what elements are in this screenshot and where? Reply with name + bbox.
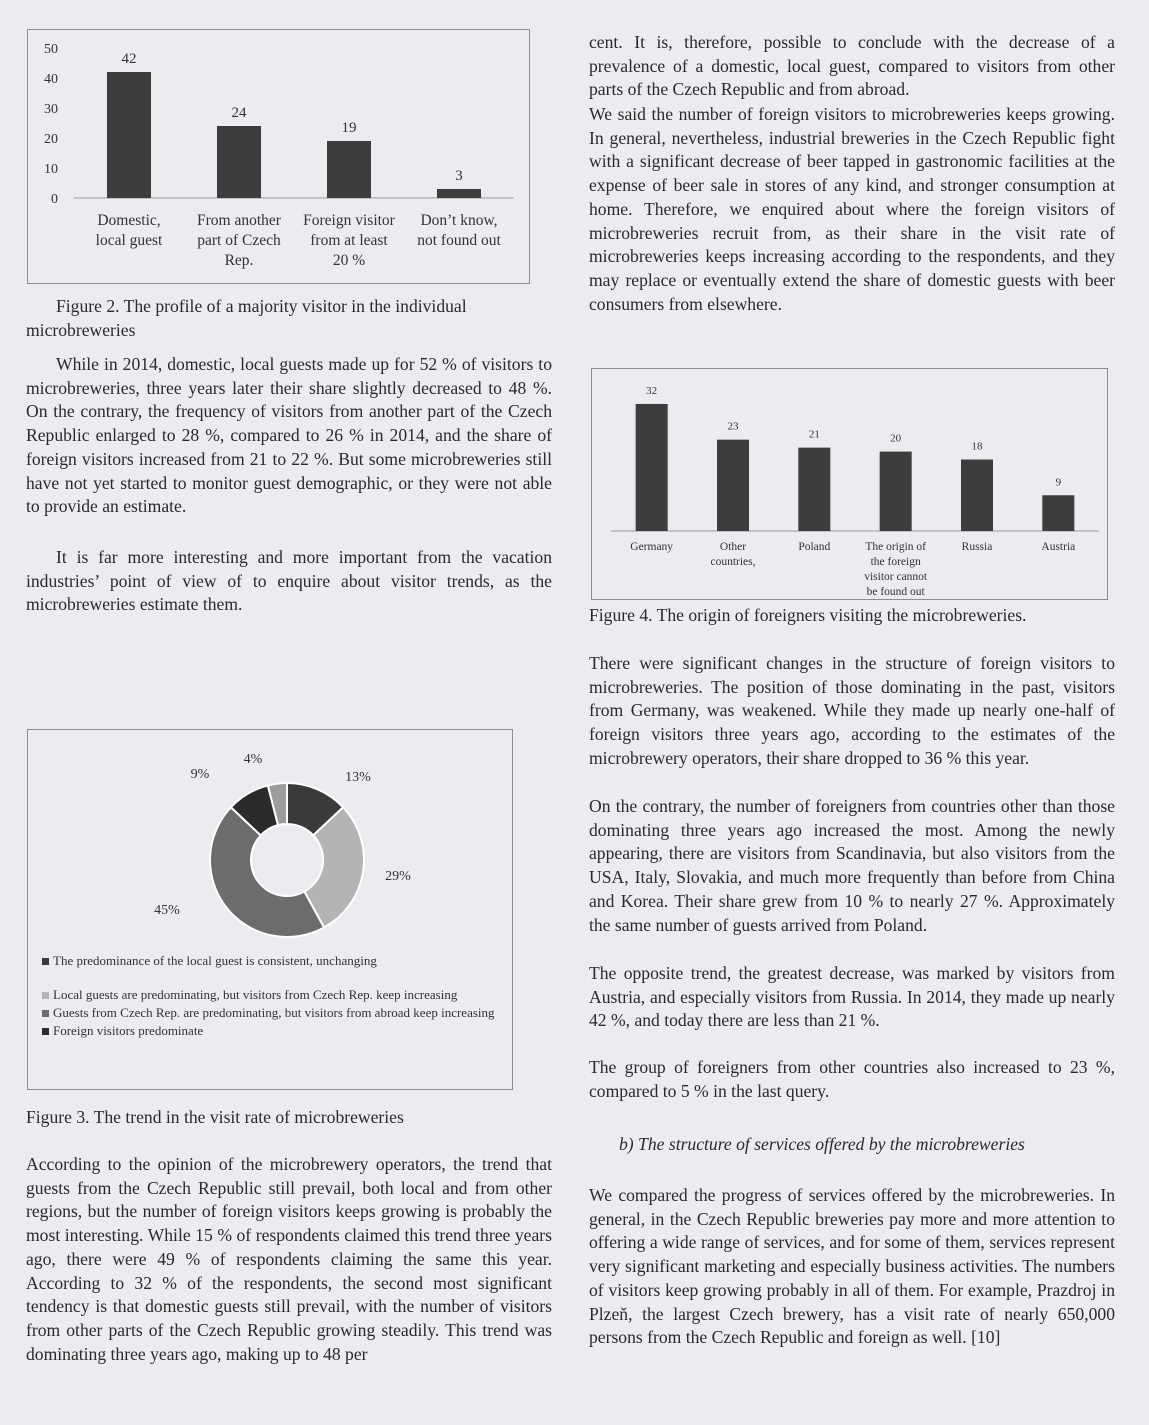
figure3-caption: Figure 3. The trend in the visit rate of microbreweries [26,1107,404,1127]
right-paragraph-4: On the contrary, the number of foreigners from countries other than those dominating three years ago increased the most. Among the newly appearing, there are visitors from Scandinavia, but also visitors from the USA, Italy, Slovakia, and much more frequently than before from China and Korea. Their share grew from 10 % to nearly 27 %. Approximately the same number of guests arrived from Poland. [589,796,1115,935]
y-tick-label: 20 [44,132,58,147]
bar-4 [961,460,993,531]
x-category-label: from at least [310,232,388,249]
bar-2 [327,141,371,198]
x-category-label: Russia [961,541,993,553]
x-category-label: Domestic, [97,212,161,229]
x-category-label: 20 % [332,252,366,269]
right-paragraph-2: We said the number of foreign visitors to microbreweries keeps growing. In general, nevertheless, industrial breweries in the Czech Republic fight with a significant decrease of beer tapped in gastronomic facilities at the expense of beer sale in stores of any kind, and stronger consumption at home. Therefore, we enquired about where the foreign visitors of microbreweries recruit from, as their share in the visit rate of microbreweries keeps increasing according to the respondents, and they may replace or eventually extend the share of domestic guests with beer consumers from elsewhere. [589,104,1115,314]
bar-1 [717,440,749,531]
legend-label: The predominance of the local guest is consistent, unchanging [53,953,377,968]
bar-value-label: 21 [808,428,820,441]
legend-item [42,1023,512,1039]
figure4-caption: Figure 4. The origin of foreigners visiting the microbreweries. [589,605,1027,625]
slice-value-label: 45% [154,903,180,918]
bar-value-label: 23 [727,420,739,433]
x-category-label: Poland [798,541,831,553]
slice-value-label: 4% [243,752,263,767]
slice-value-label: 13% [345,770,371,785]
legend-item [42,953,512,969]
bar-value-label: 19 [341,120,357,136]
bar-value-label: 3 [455,168,463,184]
figure3-donut-chart [28,730,512,945]
x-category-label: Foreign visitor [303,212,395,229]
bar-3 [437,189,481,198]
y-tick-label: 30 [44,102,58,117]
bar-value-label: 24 [231,105,247,121]
legend-swatch [42,992,49,999]
bar-0 [636,404,668,531]
x-category-label: countries, [710,556,756,568]
slice-value-label: 29% [385,869,411,884]
right-paragraph-3: There were significant changes in the structure of foreign visitors to microbreweries. The position of those dominating in the past, visitors from Germany, was weakened. While they made up nearly one-half of foreign visitors three years ago, according to the estimates of the microbrewery operators, their share dropped to 36 % this year. [589,653,1115,768]
figure4-chart-frame [591,368,1108,600]
right-paragraph-6: The group of foreigners from other countries also increased to 23 %, compared to 5 % in the last query. [589,1057,1115,1101]
bar-1 [217,126,261,198]
y-tick-label: 50 [44,42,58,57]
bar-value-label: 18 [971,440,983,453]
legend-label: Local guests are predominating, but visitors from Czech Rep. keep increasing [53,987,458,1002]
bar-value-label: 9 [1055,476,1062,489]
bar-0 [107,72,151,198]
figure2-caption: Figure 2. The profile of a majority visitor in the individual microbreweries [26,296,467,340]
x-category-label: Germany [630,541,674,553]
bar-value-label: 20 [890,432,902,445]
bar-3 [880,452,912,531]
x-category-label: the foreign [870,556,921,568]
right-paragraph-7: We compared the progress of services offered by the microbreweries. In general, in the Czech Republic breweries pay more and more attention to offering a wide range of services, and for some of them, services represent very significant marketing and especially business activities. The numbers of visitors keep growing probably in all of them. For example, Prazdroj in Plzeň, the largest Czech brewery, has a visit rate of nearly 650,000 persons from the Czech Republic and foreign as well. [10] [589,1185,1115,1348]
x-category-label: visitor cannot [864,571,928,583]
figure2-chart-frame [27,29,530,284]
bar-value-label: 32 [646,384,658,397]
figure2-bar-chart [28,30,529,283]
legend-label: Guests from Czech Rep. are predominating, but visitors from abroad keep increasing [53,1005,495,1020]
y-tick-label: 10 [44,162,58,177]
legend-swatch [42,958,49,965]
bar-5 [1042,495,1074,531]
x-category-label: Don’t know, [420,212,498,229]
bar-value-label: 42 [121,51,137,67]
x-category-label: Rep. [224,252,254,269]
left-paragraph-1: While in 2014, domestic, local guests made up for 52 % of visitors to microbreweries, three years later their share slightly decreased to 48 %. On the contrary, the frequency of visitors from another part of the Czech Republic enlarged to 28 %, compared to 26 % in 2014, and the share of foreign visitors increased from 21 to 22 %. But some microbreweries still have not yet started to monitor guest demographic, or they were not able to provide an estimate. [26,354,552,517]
figure3-legend [42,953,512,1041]
section-heading: b) The structure of services offered by the microbreweries [619,1134,1025,1154]
figure3-chart-frame [27,729,513,1090]
x-category-label: The origin of [865,541,927,553]
x-category-label: From another [197,212,281,229]
y-tick-label: 40 [44,72,58,87]
right-paragraph-1: cent. It is, therefore, possible to conclude with the decrease of a prevalence of a domestic, local guest, compared to visitors from other parts of the Czech Republic and from abroad. [589,32,1115,100]
legend-item [42,987,512,1003]
legend-label: Foreign visitors predominate [53,1023,204,1038]
x-category-label: Austria [1041,541,1076,553]
left-paragraph-2: It is far more interesting and more important from the vacation industries’ point of view of to enquire about visitor trends, as the microbreweries estimate them. [26,547,552,615]
x-category-label: part of Czech [197,232,281,249]
legend-item [42,1005,512,1021]
legend-swatch [42,1028,49,1035]
x-category-label: Other [719,541,747,553]
x-category-label: not found out [417,232,501,249]
left-paragraph-3: According to the opinion of the microbrewery operators, the trend that guests from the Czech Republic still prevail, both local and from other regions, but the number of foreign visitors keeps growing is probably the most interesting. While 15 % of respondents claimed this trend three years ago, there were 49 % of respondents claiming the same this year. According to 32 % of the respondents, the second most significant tendency is that domestic guests still prevail, with the number of visitors from other parts of the Czech Republic growing steadily. This trend was dominating three years ago, making up to 48 per [26,1154,552,1364]
x-category-label: local guest [95,232,163,249]
legend-swatch [42,1010,49,1017]
slice-value-label: 9% [190,767,210,782]
x-category-label: be found out [866,586,925,598]
bar-2 [798,448,830,531]
right-paragraph-5: The opposite trend, the greatest decrease, was marked by visitors from Austria, and especially visitors from Russia. In 2014, they made up nearly 42 %, and today there are less than 21 %. [589,963,1115,1031]
y-tick-label: 0 [51,192,58,207]
figure4-bar-chart [592,369,1107,599]
